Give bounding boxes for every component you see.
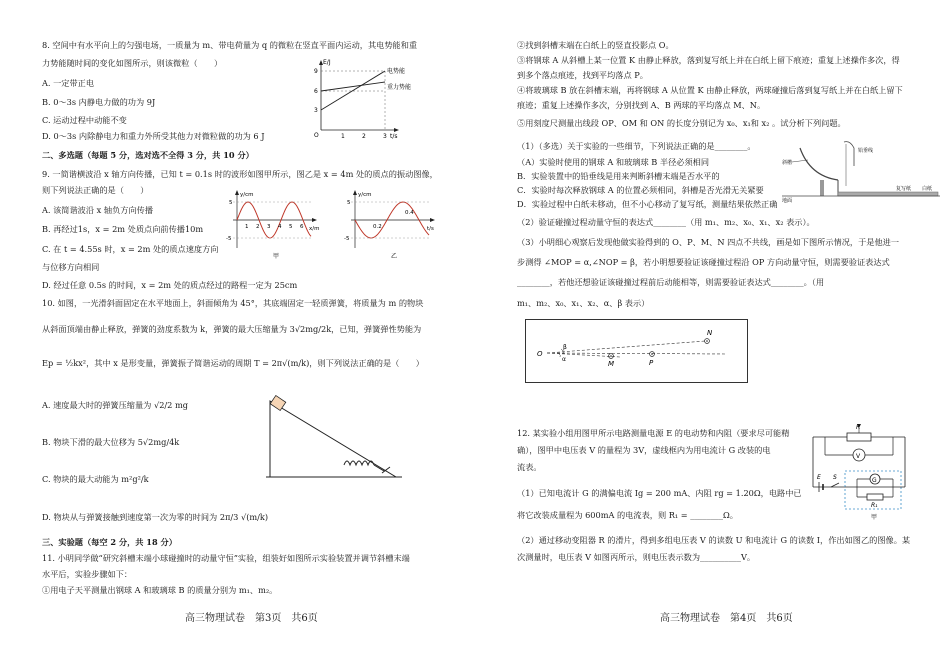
q9b-ytick-neg5: -5	[344, 236, 350, 242]
q8-xtick-1: 1	[341, 133, 345, 140]
q9-option-a: A. 该简谐波沿 x 轴负方向传播	[42, 205, 154, 215]
q11-step-2: ②找到斜槽末端在白纸上的竖直投影点 O。	[517, 40, 674, 50]
circuit-caption: 甲	[871, 514, 878, 521]
point-n-label: N	[707, 329, 713, 337]
q11-part3-line2: 步测得 ∠MOP = α,∠NOP = β，若小明想要验证该碰撞过程沿 OP 方向动量守恒，则需要验证表达式	[517, 257, 890, 267]
q11-part1-option-c: C．实验时每次释放钢球 A 的位置必须相同，斜槽是否光滑无关紧要	[517, 185, 764, 195]
q9a-xtick-4: 4	[278, 224, 282, 230]
q12-stem-line3: 流表。	[517, 462, 542, 472]
q11-part1-option-d: D．实验过程中白纸未移动，但不小心移动了复写纸，测量结果依然正确	[517, 199, 778, 209]
q10-stem-line3: Ep = ½kx²，其中 x 是形变量，弹簧振子简谐运动的周期 T = 2π√(m/k)，则下列说法正确的是（ ）	[42, 358, 424, 368]
q10-option-c: C. 物块的最大动能为 m²g²/k	[42, 474, 149, 484]
q9a-xtick-5: 5	[289, 224, 293, 230]
q9-stem-line1: 9. 一简谐横波沿 x 轴方向传播，已知 t = 0.1s 时的波形如图甲所示，图乙是 x = 4m 处的质点的振动图像，	[42, 169, 438, 179]
q9-option-c2: 与位移方向相同	[42, 262, 100, 272]
q10-stem-line1: 10. 如图，一光滑斜面固定在水平地面上，斜面倾角为 45°，其底端固定一轻质弹簧，将质量为 m 的物块	[42, 298, 424, 308]
q8-stem-line1: 8. 空间中有水平向上的匀强电场，一质量为 m、带电荷量为 q 的微粒在竖直平面内运动，其电势能和重	[42, 40, 418, 50]
point-p-label: P	[649, 359, 654, 367]
right-page	[475, 0, 950, 672]
q9-stem-line2: 则下列说法正确的是（ ）	[42, 185, 149, 195]
q8-option-b: B. 0～3s 内静电力做的功为 9J	[42, 97, 156, 107]
q8-energy-graph	[305, 58, 415, 140]
q8-xtick-2: 2	[362, 133, 366, 140]
q9a-xtick-3: 3	[267, 224, 271, 230]
apparatus-label-carbon: 复写纸	[896, 186, 912, 192]
point-m-label: M	[608, 360, 615, 368]
q9a-xtick-2: 2	[256, 224, 260, 230]
circuit-label-r1: R₁	[871, 502, 878, 509]
q11-step-3-line1: ③将钢球 A 从斜槽上某一位置 K 由静止释放，落到复写纸上并在白纸上留下痕迹；重复上述操作多次，得	[517, 55, 900, 65]
q8-option-c: C. 运动过程中动能不变	[42, 115, 127, 125]
section-3-heading: 三、实验题（每空 2 分，共 18 分）	[42, 537, 177, 547]
q11-part3-line3: ________，若他还想验证该碰撞过程前后动能相等，则需要验证表达式________。（用	[517, 277, 825, 287]
q9a-ytick-5: 5	[229, 200, 233, 206]
q9b-ytick-5: 5	[347, 200, 351, 206]
q12-circuit-diagram	[805, 415, 915, 523]
q11-part1-option-a: （A）实验时使用的钢球 A 和玻璃球 B 半径必须相同	[517, 157, 710, 167]
q11-step-4-line2: 痕迹；重复上述操作多次，分别找到 A、B 两球的平均落点 M、N。	[517, 100, 766, 110]
q9a-ylabel: y/cm	[240, 192, 254, 198]
q9b-ylabel: y/cm	[358, 192, 372, 198]
q12-part2-line2: 次测量时，电压表 V 如图丙所示，则电压表示数为__________V。	[517, 552, 756, 562]
q9-option-c1: C. 在 t = 4.55s 时，x = 2m 处的质点速度方向	[42, 244, 219, 254]
circuit-label-s: S	[833, 474, 837, 481]
q9-wave-graph-a	[225, 190, 325, 260]
q10-option-a: A. 速度最大时的弹簧压缩量为 √2/2 mg	[42, 400, 188, 410]
q8-ytick-3: 3	[314, 107, 318, 114]
q8-stem-line2: 力势能随时间的变化如图所示，则该微粒（ ）	[42, 58, 223, 68]
q10-incline-figure	[266, 395, 406, 481]
q9a-xtick-1: 1	[245, 224, 249, 230]
q12-stem-line1: 12. 某实验小组用图甲所示电路测量电源 E 的电动势和内阻（要求尽可能精	[517, 428, 790, 438]
left-page-footer: 高三物理试卷 第3页 共6页	[185, 613, 318, 624]
q12-part1-line1: （1）已知电流计 G 的满偏电流 Ig = 200 mA、内阻 rg = 1.20Ω，电路中已	[517, 488, 802, 498]
angle-beta-label: β	[563, 344, 567, 351]
q8-ylabel: E/J	[323, 59, 331, 66]
q8-xlabel: t/s	[390, 133, 398, 140]
q12-stem-line2: 确），图甲中电压表 V 的量程为 3V，虚线框内为用电流计 G 改装的电	[517, 445, 771, 455]
point-o-label: O	[537, 350, 543, 358]
q8-ytick-9: 9	[314, 68, 318, 75]
q11-stem-line2: 水平后，实验步骤如下：	[42, 569, 133, 579]
circuit-label-v: V	[856, 453, 861, 460]
q9b-xlabel: t/s	[427, 226, 434, 232]
q11-apparatus-figure	[780, 140, 940, 202]
apparatus-label-ground: 地面	[782, 198, 793, 204]
landing-points-figure	[525, 319, 748, 383]
q9b-xtick-02: 0.2	[373, 224, 382, 230]
circuit-label-g: G	[872, 477, 877, 484]
q11-step-1: ①用电子天平测量出钢球 A 和玻璃球 B 的质量分别为 m₁、m₂。	[42, 585, 278, 595]
q8-xtick-3: 3	[383, 133, 387, 140]
q8-ytick-6: 6	[314, 88, 318, 95]
q9b-xtick-04: 0.4	[405, 210, 414, 216]
apparatus-label-plumb: 铅垂线	[858, 148, 874, 154]
q10-option-d: D. 物块从与弹簧接触到速度第一次为零的时间为 2π/3 √(m/k)	[42, 512, 269, 522]
section-2-heading: 二、多选题（每题 5 分，选对选不全得 3 分，共 10 分）	[42, 150, 254, 160]
q9b-caption: 乙	[391, 253, 398, 260]
q8-option-a: A. 一定带正电	[42, 78, 95, 88]
q11-part3-line4: m₁、m₂、x₀、x₁、x₂、α、β 表示）	[517, 298, 650, 308]
q9a-xlabel: x/m	[309, 226, 320, 232]
q11-step-4-line1: ④将玻璃球 B 放在斜槽末端，再将钢球 A 从位置 K 由静止释放，两球碰撞后落到复写纸上并在白纸上留下	[517, 85, 903, 95]
q11-step-5: ⑤用刻度尺测量出线段 OP、OM 和 ON 的长度分别记为 x₀、x₁和 x₂ 。试分析下列问题。	[517, 118, 846, 128]
apparatus-label-paper: 白纸	[922, 186, 933, 192]
apparatus-label-chute: 斜槽	[782, 160, 793, 166]
q8-origin: O	[314, 132, 319, 139]
q9-option-b: B. 再经过1s，x = 2m 处质点向前传播10m	[42, 224, 204, 234]
q11-part2: （2）验证碰撞过程动量守恒的表达式________（用 m₁、m₂、x₀、x₁、x₂ 表示）。	[517, 217, 815, 227]
q12-part1-line2: 将它改装成量程为 600mA 的电流表，则 R₁ = ________Ω。	[517, 510, 738, 520]
q9-option-d: D. 经过任意 0.5s 的时间，x = 2m 处的质点经过的路程一定为 25cm	[42, 280, 298, 290]
q11-part1-option-b: B．实验装置中的铅垂线是用来判断斜槽末端是否水平的	[517, 171, 720, 181]
q10-stem-line2: 从斜面顶端由静止释放，弹簧的劲度系数为 k，弹簧的最大压缩量为 3√2mg/2k，已知，弹簧弹性势能为	[42, 324, 422, 334]
q10-option-b: B. 物块下滑的最大位移为 5√2mg/4k	[42, 437, 180, 447]
right-page-footer: 高三物理试卷 第4页 共6页	[660, 613, 793, 624]
q11-step-3-line2: 到多个落点痕迹，找到平均落点 P。	[517, 70, 648, 80]
angle-alpha-label: α	[562, 356, 566, 363]
q9a-caption: 甲	[273, 253, 280, 260]
q11-part1-stem: （1）（多选）关于实验的一些细节，下列说法正确的是________。	[517, 141, 756, 151]
q9-vibration-graph-b	[343, 190, 443, 260]
q8-line-gravity: 重力势能	[387, 84, 412, 91]
circuit-label-r: R	[856, 424, 861, 431]
q8-line-electric: 电势能	[387, 68, 406, 75]
q8-option-d: D. 0～3s 内除静电力和重力外所受其他力对微粒做的功为 6 J	[42, 131, 265, 141]
q12-part2-line1: （2）通过移动变阻器 R 的滑片，得到多组电压表 V 的读数 U 和电流计 G 的读数 I，作出如图乙的图像。某	[517, 535, 911, 545]
q11-stem-line1: 11. 小明同学做“研究斜槽末端小球碰撞时的动量守恒”实验，组装好如图所示实验装置并调节斜槽末端	[42, 553, 410, 563]
q9a-ytick-neg5: -5	[226, 236, 232, 242]
q9a-xtick-6: 6	[300, 224, 304, 230]
q11-part3-line1: （3）小明细心观察后发现他做实验得到的 O、P、M、N 四点不共线，画是如下图所示情况，于是他进一	[517, 237, 900, 247]
circuit-label-e: E	[817, 474, 821, 481]
